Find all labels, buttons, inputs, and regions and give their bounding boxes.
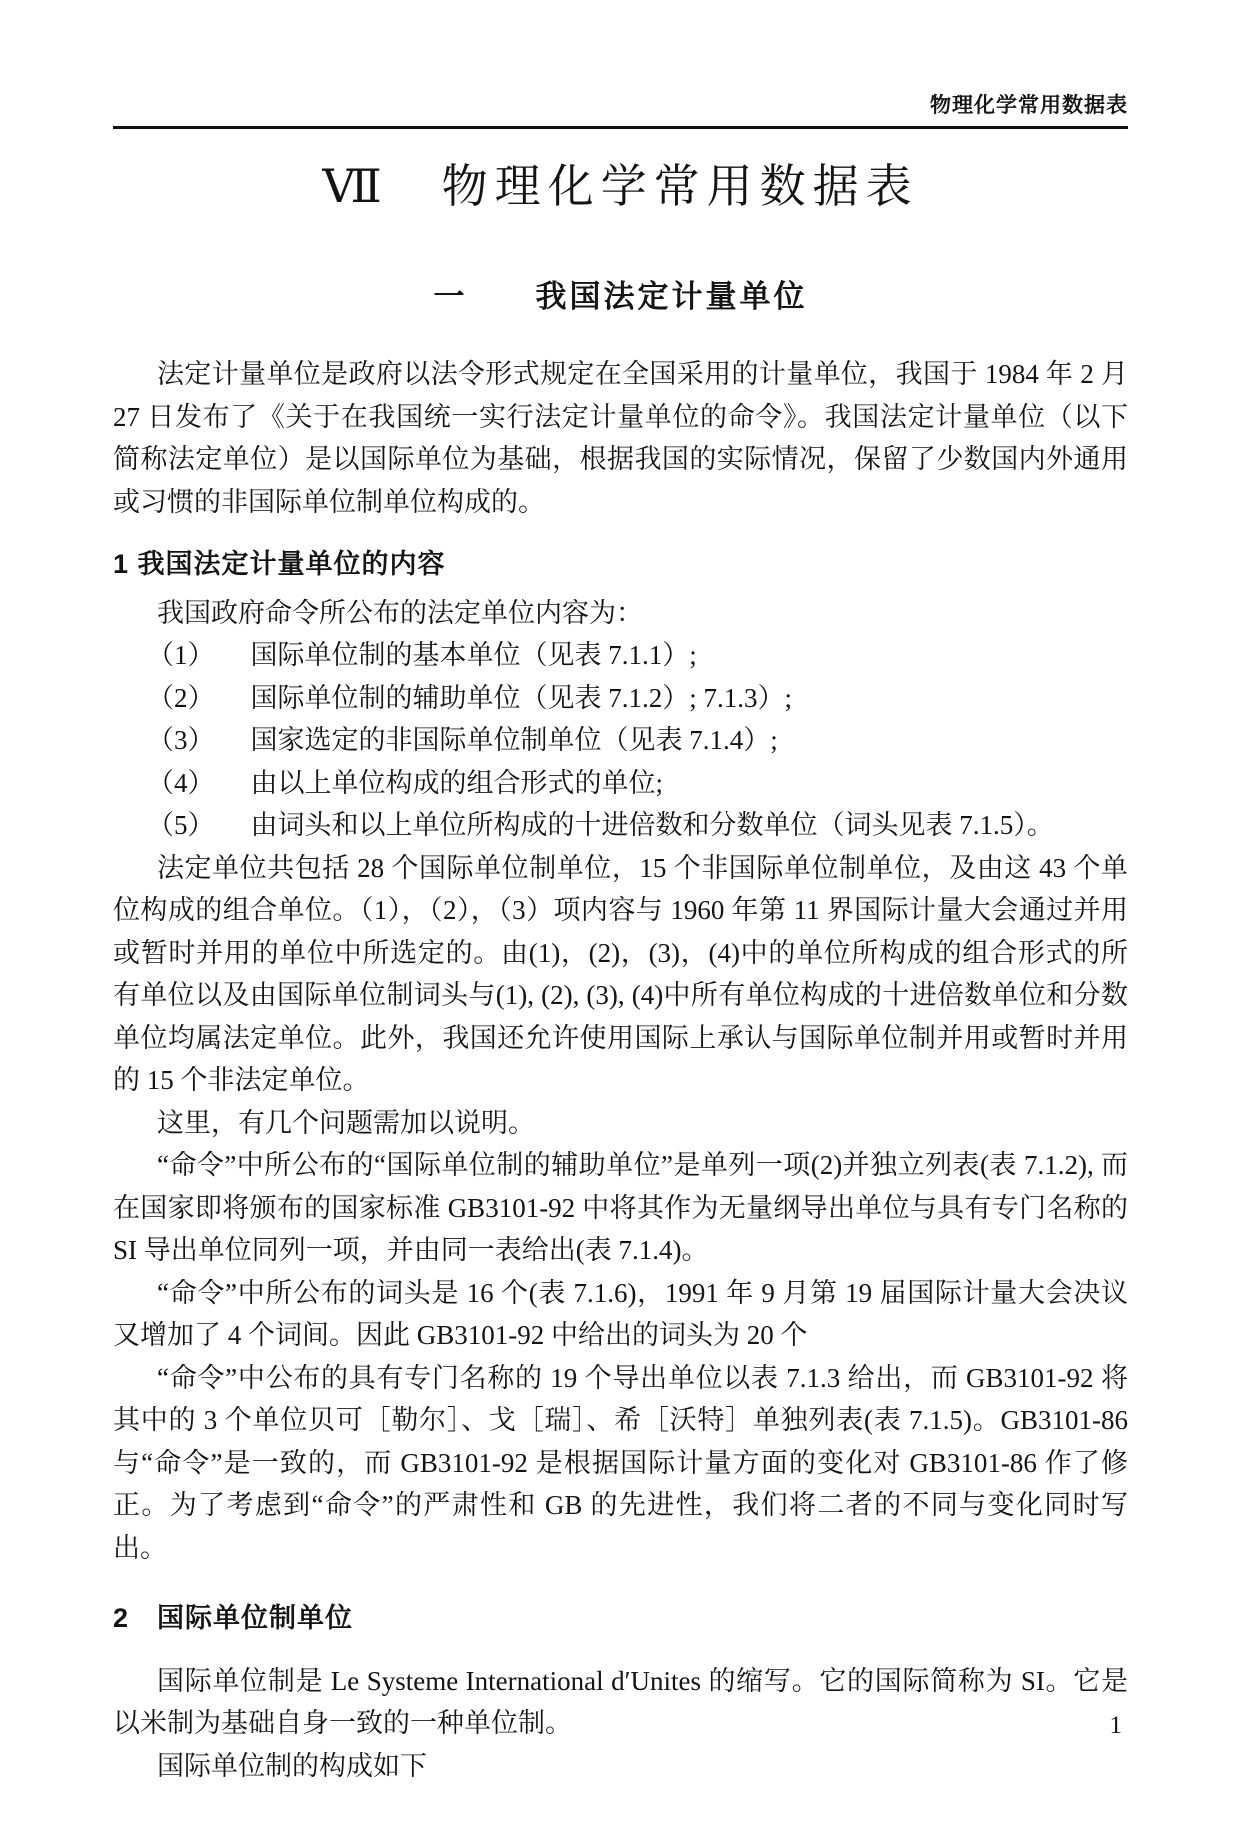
running-header-text: 物理化学常用数据表 xyxy=(930,93,1128,117)
list-item xyxy=(113,762,1128,805)
body-paragraph: 这里，有几个问题需加以说明。 xyxy=(157,1107,535,1138)
list-item-text: 由词头和以上单位所构成的十进倍数和分数单位（词头见表 7.1.5）。 xyxy=(250,810,1054,840)
body-paragraph: “命令”中所公布的词头是 16 个(表 7.1.6)，1991 年 9 月第 19 届国际计量大会决议又增加了 4 个词间。因此 GB3101-92 中给出的词头为 20 个 xyxy=(113,1277,1128,1350)
list-item xyxy=(113,804,1128,847)
document-body xyxy=(113,353,1128,1787)
list-item-text: 国际单位制的辅助单位（见表 7.1.2）; 7.1.3）; xyxy=(250,682,793,713)
list-item-number: （5） xyxy=(147,810,215,840)
intro-paragraph: 法定计量单位是政府以法令形式规定在全国采用的计量单位，我国于 1984 年 2 月 27 日发布了《关于在我国统一实行法定计量单位的命令》。我国法定计量单位（以下简称法定单位）是以国际单位为基础，根据我国的实际情况，保留了少数国内外通用或习惯的非国际单位制单位构成的。 xyxy=(113,359,1128,517)
document-page xyxy=(0,92,1240,1846)
body-paragraph: “命令”中公布的具有专门名称的 19 个导出单位以表 7.1.3 给出，而 GB3101-92 将其中的 3 个单位贝可［勒尔］、戈［瑞］、希［沃特］单独列表(表 7.1.5)。GB3101-86 与“命令”是一致的，而 GB3101-92 是根据国际计量方面的变化对 GB3101-86 作了修正。为了考虑到“命令”的严肃性和 GB 的先进性，我们将二者的不同与变化同时写出。 xyxy=(113,1362,1128,1563)
list-item-number: （4） xyxy=(147,767,215,798)
body-paragraph: “命令”中所公布的“国际单位制的辅助单位”是单列一项(2)并独立列表(表 7.1.2), 而在国家即将颁布的国家标准 GB3101-92 中将其作为无量纲导出单位与具有专门名称的 SI 导出单位同列一项，并由同一表给出(表 7.1.4)。 xyxy=(113,1150,1128,1265)
subsection-2-heading: 2 国际单位制单位 xyxy=(113,1603,354,1633)
subsection-1-heading: 1 我国法定计量单位的内容 xyxy=(113,549,446,579)
body-paragraph: 法定单位共包括 28 个国际单位制单位，15 个非国际单位制单位，及由这 43 个单位构成的组合单位。（1），（2），（3）项内容与 1960 年第 11 界国际计量大会通过并用或暂时并用的单位中所选定的。由(1)，(2)，(3)，(4)中的单位所构成的组合形式的所有单位以及由国际单位制词头与(1), (2), (3), (4)中所有单位构成的十进倍数单位和分数单位均属法定单位。此外，我国还允许使用国际上承认与国际单位制并用或暂时并用的 15 个非法定单位。 xyxy=(113,852,1128,1095)
list-lead-paragraph: 我国政府命令所公布的法定单位内容为： xyxy=(157,597,643,628)
chapter-title: Ⅶ 物理化学常用数据表 xyxy=(322,161,919,212)
list-item-number: （3） xyxy=(147,725,215,755)
list-item-text: 国家选定的非国际单位制单位（见表 7.1.4）; xyxy=(250,725,778,755)
body-paragraph: 国际单位制是 Le Systeme International d′Unites 的缩写。它的国际简称为 SI。它是以米制为基础自身一致的一种单位制。 xyxy=(113,1665,1128,1738)
list-item xyxy=(113,634,1128,677)
list-item xyxy=(113,677,1128,720)
list-item-number: （2） xyxy=(147,682,215,713)
list-item-number: （1） xyxy=(147,640,215,670)
page-number: 1 xyxy=(1109,1712,1122,1739)
list-item-text: 国际单位制的基本单位（见表 7.1.1）; xyxy=(250,640,697,670)
running-header xyxy=(113,92,1128,118)
section-heading: 一 我国法定计量单位 xyxy=(433,279,808,314)
list-item-text: 由以上单位构成的组合形式的单位; xyxy=(250,767,664,798)
list-item xyxy=(113,719,1128,762)
body-paragraph: 国际单位制的构成如下 xyxy=(157,1750,427,1781)
header-rule xyxy=(113,126,1128,129)
